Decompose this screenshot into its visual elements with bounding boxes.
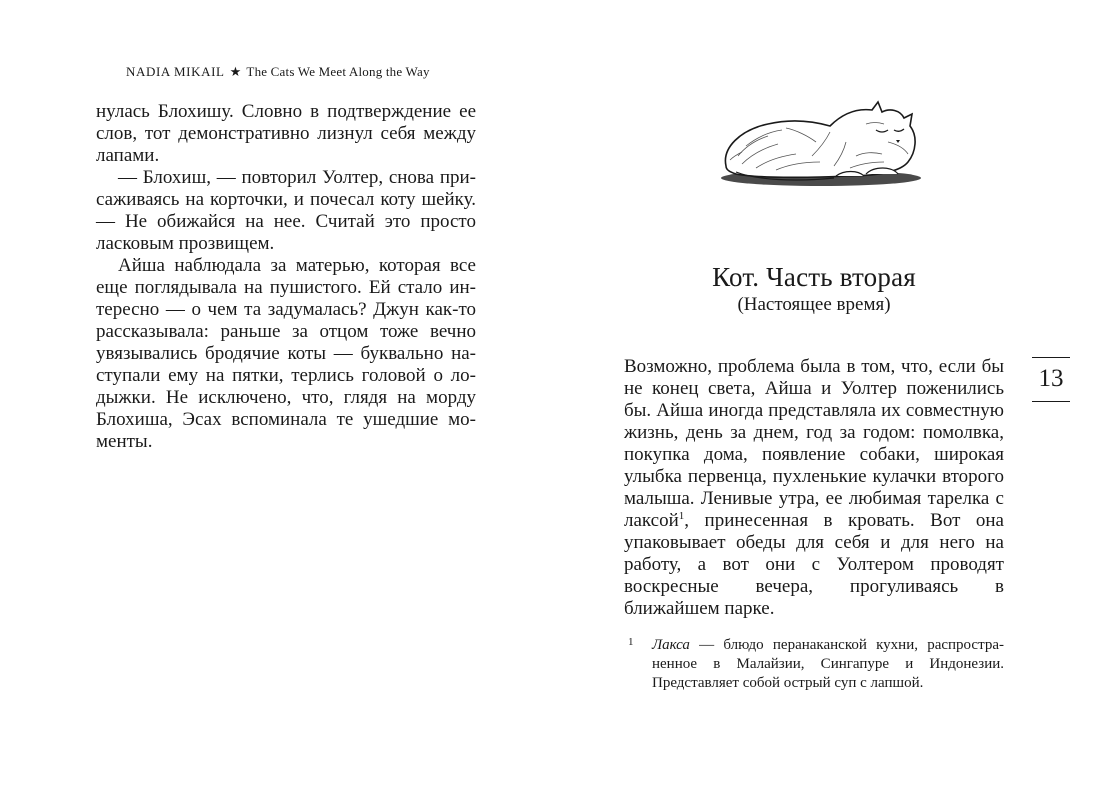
right-body-text (624, 356, 1004, 620)
paragraph: — Блохиш, — повторил Уолтер, снова присаживаясь на корточки, и почесал коту шейку. — Не обижайся на нее. Считай это просто ласковым прозвищем. (96, 167, 476, 254)
left-body-text (96, 101, 476, 453)
running-head-author: NADIA MIKAIL (126, 64, 225, 79)
paragraph (624, 356, 1004, 620)
running-head (126, 64, 430, 80)
star-icon: ★ (229, 64, 242, 79)
paragraph-text-after-note: , принесенная в кровать. Вот она упаковывает обеды для себя и для него на работу, а вот они с Уолтером проводят воскресные вечера, прогуливаясь в ближайшем парке. (624, 510, 1004, 619)
chapter-subtitle: (Настоящее время) (737, 294, 891, 315)
page-number: 13 (1032, 357, 1070, 402)
paragraph: нулась Блохишу. Словно в подтверждение ее слов, тот демонстративно лизнул себя между лапами. (96, 101, 476, 166)
footnote-body (652, 636, 1004, 693)
footnote-text: — блюдо перанаканской кухни, распространенное в Малайзии, Сингапуре и Индонезии. Представляет собой острый суп с лапшой. (652, 637, 1004, 691)
right-page (624, 0, 1004, 789)
footnote-term: Лакса (652, 637, 690, 653)
chapter-title: Кот. Часть вторая (712, 262, 916, 292)
sleeping-cat-illustration (716, 96, 926, 191)
left-page (96, 0, 476, 789)
footnote-marker: 1 (678, 510, 685, 522)
footnote (624, 636, 1004, 693)
footnote-number: 1 (628, 636, 634, 648)
paragraph-text-before-note: Возможно, проблема была в том, что, если бы не конец света, Айша и Уолтер поженились бы. Айша иногда представляла их совместную жизнь, день за днем, год за годом: помолвка, покупка дома, появление собаки, широкая улыбка первенца, пухленькие кулачки второго малыша. Ленивые утра, ее любимая тарелка с лаксой (624, 356, 1004, 531)
paragraph: Айша наблюдала за матерью, которая все еще поглядывала на пушистого. Ей стало интересно — о чем та задумалась? Джун как-то рассказывала: раньше за отцом тоже вечно увязывались бродячие коты — буквально наступали ему на пятки, терлись головой о лодыжки. Не исключено, что, глядя на морду Блохиша, Эсах вспоминала те ушедшие моменты. (96, 255, 476, 452)
running-head-title: The Cats We Meet Along the Way (246, 64, 430, 79)
